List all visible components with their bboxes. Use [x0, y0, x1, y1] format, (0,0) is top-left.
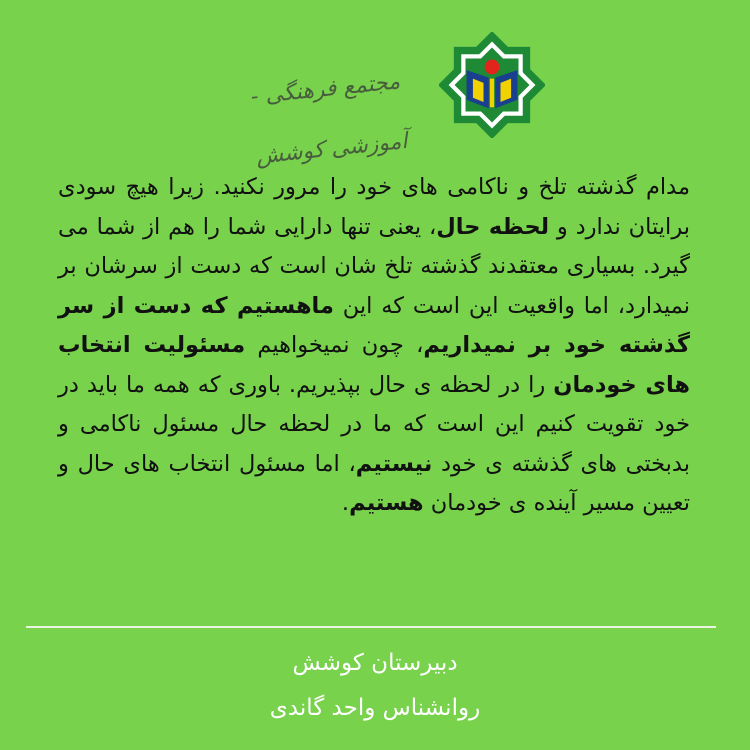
- emphasis-text: مسئولیت انتخاب های خودمان: [58, 332, 690, 398]
- emphasis-text: نیستیم: [355, 450, 433, 477]
- body-text-segment: ، اما مسئول انتخاب های حال و تعیین مسیر آینده ی خودمان: [58, 450, 690, 516]
- body-text-segment: مدام گذشته تلخ و ناکامی های خود را مرور نکنید. زیرا هیچ سودی برایتان ندارد و: [58, 174, 690, 240]
- divider: [26, 626, 716, 628]
- book-star-emblem-icon: [439, 32, 545, 138]
- body-text-segment: .: [341, 490, 350, 516]
- emphasis-text: هستیم: [349, 490, 424, 516]
- logo: [215, 32, 545, 170]
- body-paragraph: [58, 168, 690, 524]
- emphasis-text: لحظه حال: [436, 213, 550, 240]
- logo-name: مجتمع فرهنگی - آموزشی کوشش: [249, 69, 409, 170]
- body-text-segment: ، یعنی تنها دارایی شما را هم از شما می گیرد. بسیاری معتقدند گذشته تلخ شان است که دست از سرشان بر نمیدارد، اما واقعیت این است که این: [58, 213, 691, 319]
- signature-author: روانشناس واحد گاندی: [269, 695, 481, 721]
- signature-school: دبیرستان کوشش: [292, 650, 458, 676]
- body-text-segment: ، چون نمیخواهیم: [245, 332, 424, 358]
- body-text-segment: را در لحظه ی حال بپذیریم. باوری که همه ما باید در خود تقویت کنیم این است که ما در لحظه حال مسئول ناکامی و بدبختی های گذشته ی خود: [58, 371, 690, 477]
- emphasis-text: ماهستیم که دست از سر گذشته خود بر نمیداریم: [58, 292, 690, 358]
